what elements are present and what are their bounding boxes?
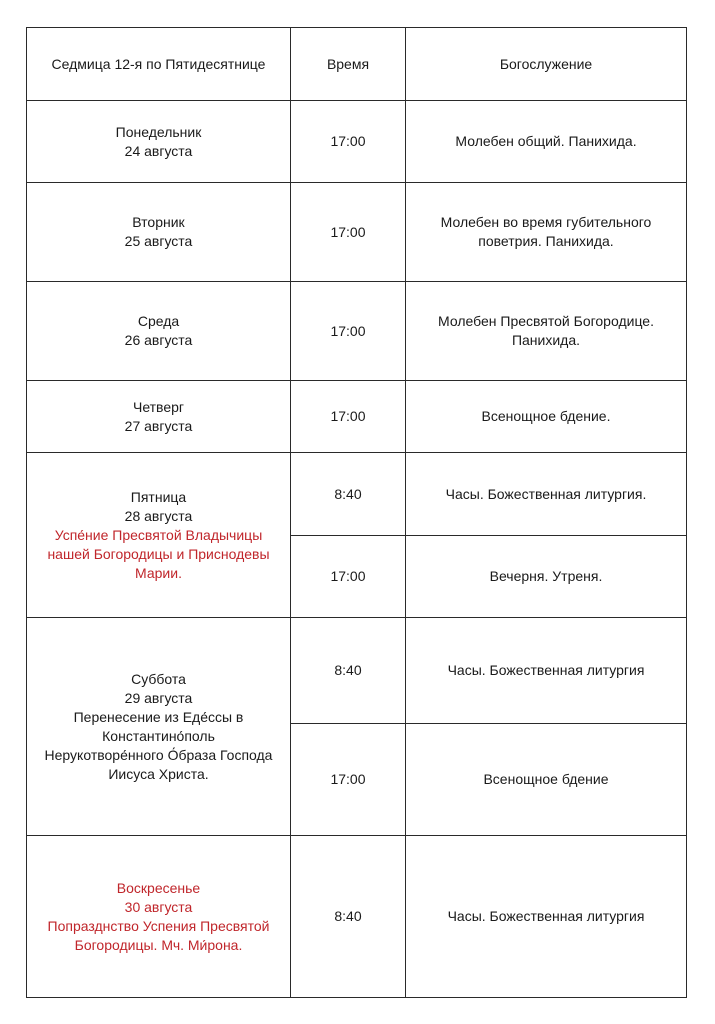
time-cell: 17:00: [291, 183, 406, 282]
day-cell: [27, 381, 291, 453]
feast-name: Успе́ние Пресвятой Владычицы: [54, 526, 263, 543]
day-cell: [27, 183, 291, 282]
day-name: Среда: [137, 313, 180, 329]
header-time: Время: [291, 28, 406, 101]
service-text: Часы. Божественная литургия: [447, 908, 645, 924]
table-row-monday: [27, 101, 687, 183]
service-text: Молебен во время губительного: [440, 214, 652, 230]
service-cell: Всенощное бдение: [406, 724, 687, 836]
day-date: 27 августа: [124, 417, 193, 434]
feast-name: Нерукотворе́нного О́браза Господа: [44, 746, 273, 763]
time-cell: 17:00: [291, 282, 406, 381]
time-cell: 17:00: [291, 536, 406, 618]
feast-name: Константино́поль: [102, 727, 215, 744]
day-name: Суббота: [131, 670, 186, 687]
table-row-saturday: [27, 618, 687, 724]
service-cell: [406, 282, 687, 381]
day-name: Понедельник: [115, 123, 202, 140]
day-date: 30 августа: [124, 898, 193, 915]
header-service: Богослужение: [406, 28, 687, 101]
day-date: 24 августа: [124, 142, 193, 159]
service-cell: [406, 101, 687, 183]
day-name: Вторник: [132, 214, 185, 230]
service-text: Панихида.: [511, 332, 581, 348]
day-date: 29 августа: [124, 689, 193, 706]
service-text: поветрия. Панихида.: [478, 233, 614, 249]
table-row-friday: [27, 453, 687, 536]
table-row-wednesday: [27, 282, 687, 381]
service-cell: Часы. Божественная литургия.: [406, 453, 687, 536]
header-row: [27, 28, 687, 101]
feast-name: Иисуса Христа.: [108, 765, 209, 782]
service-cell: Вечерня. Утреня.: [406, 536, 687, 618]
service-cell: Часы. Божественная литургия: [406, 618, 687, 724]
service-text: Молебен Пресвятой Богородице.: [438, 313, 654, 329]
feast-name: Перенесение из Еде́ссы в: [73, 708, 244, 725]
day-date: 28 августа: [124, 507, 193, 524]
feast-name: Богородицы. Мч. Ми́рона.: [74, 936, 243, 953]
day-cell: [27, 101, 291, 183]
day-cell: [27, 618, 291, 836]
time-cell: 8:40: [291, 618, 406, 724]
day-name: Четверг: [132, 398, 185, 415]
service-text: Молебен общий. Панихида.: [455, 133, 637, 149]
time-cell: 17:00: [291, 724, 406, 836]
day-date: 26 августа: [124, 332, 193, 348]
day-cell: [27, 453, 291, 618]
service-text: Всенощное бдение.: [481, 408, 611, 424]
service-cell: [406, 183, 687, 282]
feast-name: Марии.: [135, 564, 182, 581]
day-cell: [27, 836, 291, 998]
day-cell: [27, 282, 291, 381]
service-cell: [406, 836, 687, 998]
table-row-sunday: [27, 836, 687, 998]
day-name: Воскресенье: [116, 879, 201, 896]
feast-name: нашей Богородицы и Приснодевы: [47, 545, 270, 562]
service-cell: [406, 381, 687, 453]
table-row-tuesday: [27, 183, 687, 282]
day-name: Пятница: [130, 488, 187, 505]
time-cell: 8:40: [291, 453, 406, 536]
time-cell: 17:00: [291, 101, 406, 183]
day-date: 25 августа: [124, 233, 193, 249]
time-cell: 17:00: [291, 381, 406, 453]
header-week: Седмица 12-я по Пятидесятнице: [27, 28, 291, 101]
schedule-table: [26, 27, 687, 998]
feast-line: [33, 936, 284, 955]
time-cell: 8:40: [291, 836, 406, 998]
table-row-thursday: [27, 381, 687, 453]
feast-name: Попразднство Успения Пресвятой: [47, 917, 270, 934]
